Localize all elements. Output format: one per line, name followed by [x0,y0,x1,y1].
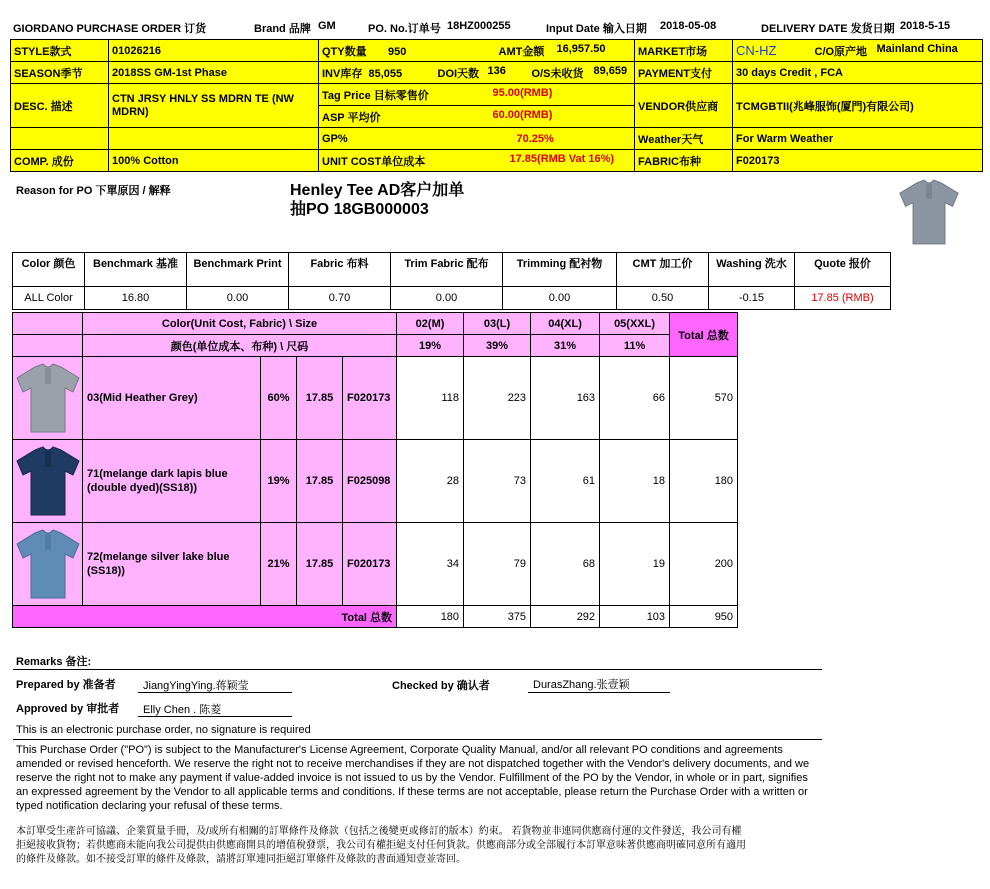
signature-line [528,692,670,693]
grey-tshirt-image [15,362,81,434]
qty-label: QTY数量 [322,45,367,58]
size-header: 04(XL) [531,313,600,335]
unit-cost-value: 17.85(RMB Vat 16%) [509,152,615,165]
blank-header [13,335,83,357]
footer-qty: 375 [464,606,531,628]
qty-cell: 223 [464,357,531,440]
po-title: GIORDANO PURCHASE ORDER 订货 [13,23,207,35]
swatch-cell [13,440,83,523]
qty-cell: 118 [397,357,464,440]
brand-value: GM [318,20,336,32]
comp-value: 100% Cotton [109,150,319,172]
cost-header: Benchmark Print [187,253,289,287]
color-cost: 17.85 [297,523,343,606]
approved-by-value: Elly Chen . 陈菱 [143,704,222,716]
checked-by-label: Checked by 确认者 [392,680,490,692]
cost-value: 0.00 [187,287,289,310]
size-header-en: Color(Unit Cost, Fabric) \ Size [83,313,397,335]
fabric-value: F020173 [733,150,983,172]
qty-cell: 73 [464,440,531,523]
cost-value: -0.15 [709,287,795,310]
cost-breakdown-table [12,252,891,310]
inv-label: INV库存 [322,67,363,80]
qty-cell: 66 [600,357,670,440]
color-name: 72(melange silver lake blue (SS18)) [83,523,261,606]
row-total: 570 [670,357,738,440]
footer-qty: 180 [397,606,464,628]
terms-line: amended or revised henceforth. We reserve the right not to receive merchandises if they are not dispatched together with the Vendor's delivery documents, and we [16,758,810,770]
color-fabric: F020173 [343,357,397,440]
swatch-cell [13,523,83,606]
color-cost: 17.85 [297,440,343,523]
reason-line-1: Henley Tee AD客户加单 [290,182,465,199]
payment-value: 30 days Credit , FCA [733,62,983,84]
weather-value: For Warm Weather [733,128,983,150]
market-value: CN-HZ [736,43,777,58]
dark-blue-tshirt-image [15,445,81,517]
cost-value: 16.80 [85,287,187,310]
grand-total: 950 [670,606,738,628]
payment-label: PAYMENT支付 [635,62,733,84]
size-pct: 19% [397,335,464,357]
asp-cell [319,106,635,128]
qty-cell: 19 [600,523,670,606]
cost-header: Trim Fabric 配布 [391,253,503,287]
cost-value: 0.50 [617,287,709,310]
os-label: O/S未收货 [531,67,584,80]
cost-header: Color 颜色 [13,253,85,287]
cost-value: ALL Color [13,287,85,310]
product-tshirt-image [898,176,960,248]
color-cost: 17.85 [297,357,343,440]
tag-price-cell [319,84,635,106]
terms-line: 拒絕接收貨物；若供應商未能向我公司提供由供應商開具的增值稅發票，我公司有權拒絕支付任何貨款。供應商部分或全部履行本訂單意味著供應商明確同意所有適用 [16,840,746,851]
gp-label: GP% [322,132,348,145]
po-number-value: 18HZ000255 [447,20,511,32]
terms-line: This Purchase Order ("PO") is subject to the Manufacturer's License Agreement, Corporate Quality Manual, and/or all relevant PO conditions and agreements [16,744,783,756]
inventory-cell [319,62,635,84]
terms-english [16,743,809,813]
empty-cell [109,128,319,150]
terms-line: typed notification declaring your refusal of these terms. [16,800,283,812]
gp-cell [319,128,635,150]
terms-line: 的條件及條款。如不接受訂單的條件及條款，請將訂單連同拒絕訂單條件及條款的書面通知壹並寄回。 [16,854,466,865]
cost-header: Benchmark 基准 [85,253,187,287]
season-value: 2018SS GM-1st Phase [109,62,319,84]
po-info-grid [10,39,983,172]
market-label: MARKET市场 [635,40,733,62]
desc-value: CTN JRSY HNLY SS MDRN TE (NW MDRN) [109,84,319,128]
qty-cell: 28 [397,440,464,523]
size-pct: 11% [600,335,670,357]
cost-header: CMT 加工价 [617,253,709,287]
terms-line: reserve the right not to make any payment if value-added invoice is not issued to us by the Vendor. Fulfillment of the PO by the Vendor, in whole or in part, signifies [16,772,808,784]
size-header: 05(XXL) [600,313,670,335]
divider [13,739,822,740]
origin-label: C/O原产地 [814,46,868,58]
table-row [13,440,738,523]
empty-cell [11,128,109,150]
tag-price-label: Tag Price 目标零售价 [322,89,429,102]
size-breakdown-table [12,312,738,628]
color-pct: 19% [261,440,297,523]
cost-value: 17.85 (RMB) [795,287,891,310]
terms-line: 本訂單受生產許可協議、企業質量手冊，及/或所有相關的訂單條件及條款（包括之後變更或修訂的版本）約束。 若貨物並非連同供應商付運的文件發送，我公司有權 [16,826,742,837]
brand-label: Brand 品牌 [254,23,311,35]
input-date-label: Input Date 输入日期 [546,23,647,35]
vendor-value: TCMGBTII(兆峰服饰(厦門)有限公司) [733,84,983,128]
vendor-label: VENDOR供应商 [635,84,733,128]
color-pct: 60% [261,357,297,440]
cost-value: 0.70 [289,287,391,310]
reason-line-2: 抽PO 18GB000003 [290,201,429,218]
po-number-label: PO. No.订单号 [368,23,441,35]
qty-cell: 79 [464,523,531,606]
qty-cell: 34 [397,523,464,606]
remarks-label: Remarks 备注: [16,656,92,668]
cost-header: Washing 洗水 [709,253,795,287]
color-name: 71(melange dark lapis blue (double dyed)(SS18)) [83,440,261,523]
terms-chinese [16,825,746,867]
desc-label: DESC. 描述 [11,84,109,128]
prepared-by-label: Prepared by 准备者 [16,679,116,691]
unit-cost-label: UNIT COST单位成本 [322,155,426,168]
cost-value: 0.00 [503,287,617,310]
electronic-note: This is an electronic purchase order, no signature is required [16,724,311,736]
amt-value: 16,957.50 [556,42,606,55]
unit-cost-cell [319,150,635,172]
signature-line [138,716,292,717]
table-row [13,357,738,440]
total-header: Total 总数 [670,313,738,357]
tag-price-value: 95.00(RMB) [492,86,553,99]
signature-line [138,692,292,693]
doi-value: 136 [487,64,506,77]
size-header: 03(L) [464,313,531,335]
reason-label: Reason for PO 下單原因 / 解释 [16,185,171,197]
qty-cell: 163 [531,357,600,440]
asp-label: ASP 平均价 [322,111,381,124]
origin-value: Mainland China [876,43,958,55]
doi-label: DOI天数 [437,67,480,80]
os-value: 89,659 [593,64,628,77]
cost-header: Trimming 配衬物 [503,253,617,287]
footer-qty: 103 [600,606,670,628]
cost-header: Quote 报价 [795,253,891,287]
qty-amt-cell [319,40,635,62]
inv-value: 85,055 [368,67,403,80]
total-row [13,606,738,628]
fabric-label: FABRIC布种 [635,150,733,172]
input-date-value: 2018-05-08 [660,20,717,32]
delivery-date-label: DELIVERY DATE 发货日期 [761,23,895,35]
qty-value: 950 [388,45,407,58]
footer-qty: 292 [531,606,600,628]
gp-value: 70.25% [516,132,554,145]
asp-value: 60.00(RMB) [492,108,553,121]
style-label: STYLE款式 [11,40,109,62]
color-fabric: F025098 [343,440,397,523]
table-row [13,523,738,606]
weather-label: Weather天气 [635,128,733,150]
comp-label: COMP. 成份 [11,150,109,172]
style-value: 01026216 [109,40,319,62]
qty-cell: 61 [531,440,600,523]
divider [13,669,822,670]
terms-line: an expressed agreement by the Vendor to all applicable terms and conditions. If these terms are not acceptable, please return the Purchase Order with a written or [16,786,808,798]
size-header-cn: 颜色(单位成本、布种) \ 尺码 [83,335,397,357]
market-co-cell [733,40,983,62]
checked-by-value: DurasZhang.张壹颖 [533,679,630,691]
approved-by-label: Approved by 审批者 [16,703,120,715]
cost-value: 0.00 [391,287,503,310]
season-label: SEASON季节 [11,62,109,84]
prepared-by-value: JiangYingYing.蒋颖莹 [143,680,249,692]
swatch-cell [13,357,83,440]
delivery-date-value: 2018-5-15 [900,20,951,32]
amt-label: AMT金额 [498,45,545,58]
light-blue-tshirt-image [15,528,81,600]
color-fabric: F020173 [343,523,397,606]
size-pct: 31% [531,335,600,357]
qty-cell: 18 [600,440,670,523]
color-pct: 21% [261,523,297,606]
color-name: 03(Mid Heather Grey) [83,357,261,440]
size-header: 02(M) [397,313,464,335]
size-pct: 39% [464,335,531,357]
row-total: 200 [670,523,738,606]
qty-cell: 68 [531,523,600,606]
blank-header [13,313,83,335]
cost-header: Fabric 布料 [289,253,391,287]
row-total: 180 [670,440,738,523]
footer-total-label: Total 总数 [13,606,397,628]
